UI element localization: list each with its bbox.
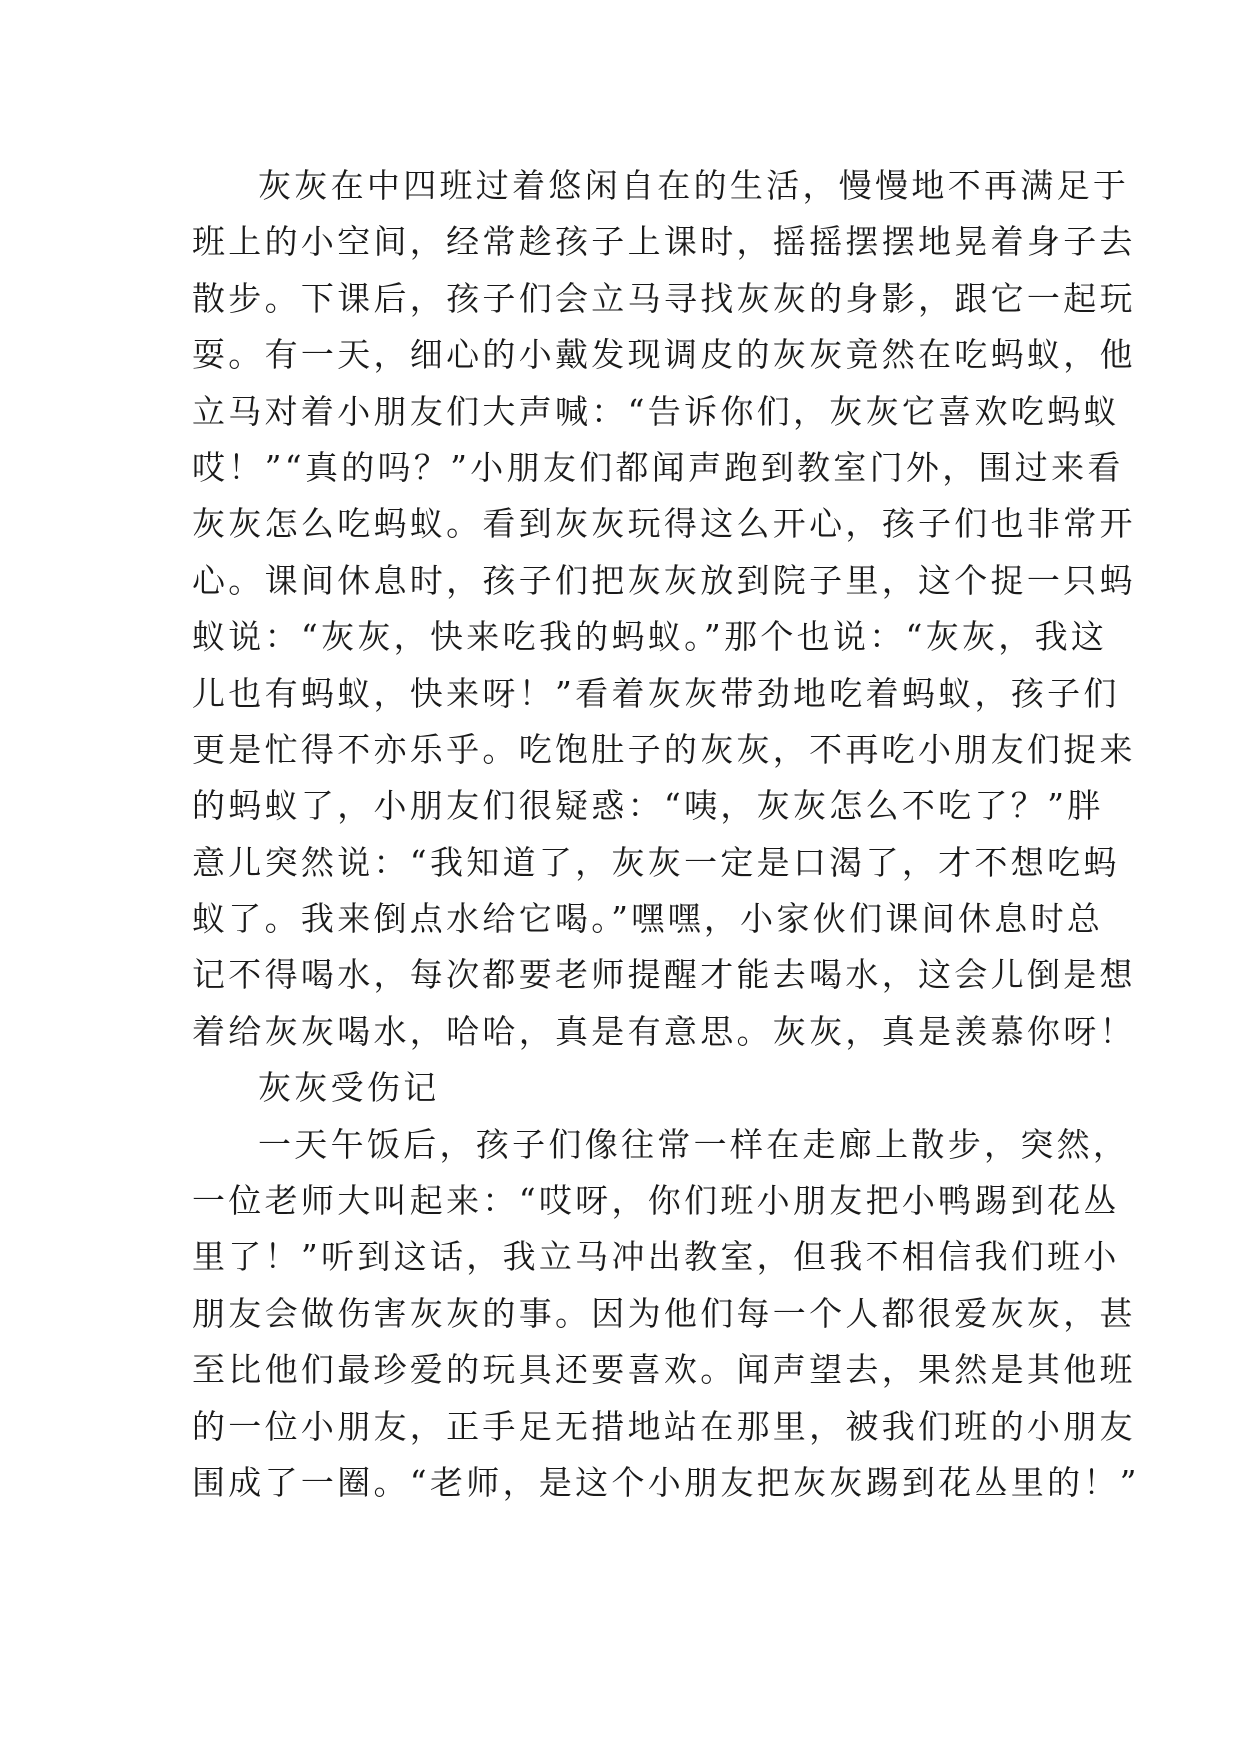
text-line: 散步。下课后，孩子们会立马寻找灰灰的身影，跟它一起玩: [192, 278, 1136, 318]
text-line: 的一位小朋友，正手足无措地站在那里，被我们班的小朋友: [192, 1406, 1136, 1446]
text-line: 至比他们最珍爱的玩具还要喜欢。闻声望去，果然是其他班: [192, 1350, 1136, 1390]
text-line: 意儿突然说：“我知道了，灰灰一定是口渴了，才不想吃蚂: [192, 842, 1120, 882]
text-line: 着给灰灰喝水，哈哈，真是有意思。灰灰，真是羡慕你呀！: [192, 1011, 1136, 1051]
text-line: 的蚂蚁了，小朋友们很疑惑：“咦，灰灰怎么不吃了？”胖: [192, 786, 1104, 826]
text-line: 里了！”听到这话，我立马冲出教室，但我不相信我们班小: [192, 1237, 1120, 1277]
text-line: 蚁了。我来倒点水给它喝。”嘿嘿，小家伙们课间休息时总: [192, 899, 1104, 939]
text-line: 班上的小空间，经常趁孩子上课时，摇摇摆摆地晃着身子去: [192, 222, 1136, 262]
text-line: 蚁说：“灰灰，快来吃我的蚂蚁。”那个也说：“灰灰，我这: [192, 617, 1108, 657]
text-line: 耍。有一天，细心的小戴发现调皮的灰灰竟然在吃蚂蚁，他: [192, 335, 1136, 375]
text-line: 记不得喝水，每次都要老师提醒才能去喝水，这会儿倒是想: [192, 955, 1136, 995]
text-line: 更是忙得不亦乐乎。吃饱肚子的灰灰，不再吃小朋友们捉来: [192, 729, 1136, 769]
section-heading: 灰灰受伤记: [258, 1068, 440, 1108]
text-line: 一位老师大叫起来：“哎呀，你们班小朋友把小鸭踢到花丛: [192, 1181, 1120, 1221]
text-line: 儿也有蚂蚁，快来呀！”看着灰灰带劲地吃着蚂蚁，孩子们: [192, 673, 1120, 713]
text-line: 围成了一圈。“老师，是这个小朋友把灰灰踢到花丛里的！”: [192, 1462, 1140, 1502]
text-line: 灰灰怎么吃蚂蚁。看到灰灰玩得这么开心，孩子们也非常开: [192, 504, 1136, 544]
text-line: 朋友会做伤害灰灰的事。因为他们每一个人都很爱灰灰，甚: [192, 1293, 1136, 1333]
text-line: 心。课间休息时，孩子们把灰灰放到院子里，这个捉一只蚂: [192, 560, 1136, 600]
paragraph-first-line: 灰灰在中四班过着悠闲自在的生活，慢慢地不再满足于: [258, 166, 1130, 205]
text-line: 哎！”“真的吗？”小朋友们都闻声跑到教室门外，围过来看: [192, 447, 1124, 487]
document-body: [192, 158, 1140, 1511]
paragraph-first-line: 一天午饭后，孩子们像往常一样在走廊上散步，突然，: [258, 1124, 1130, 1164]
text-line: 立马对着小朋友们大声喊：“告诉你们，灰灰它喜欢吃蚂蚁: [192, 391, 1120, 431]
